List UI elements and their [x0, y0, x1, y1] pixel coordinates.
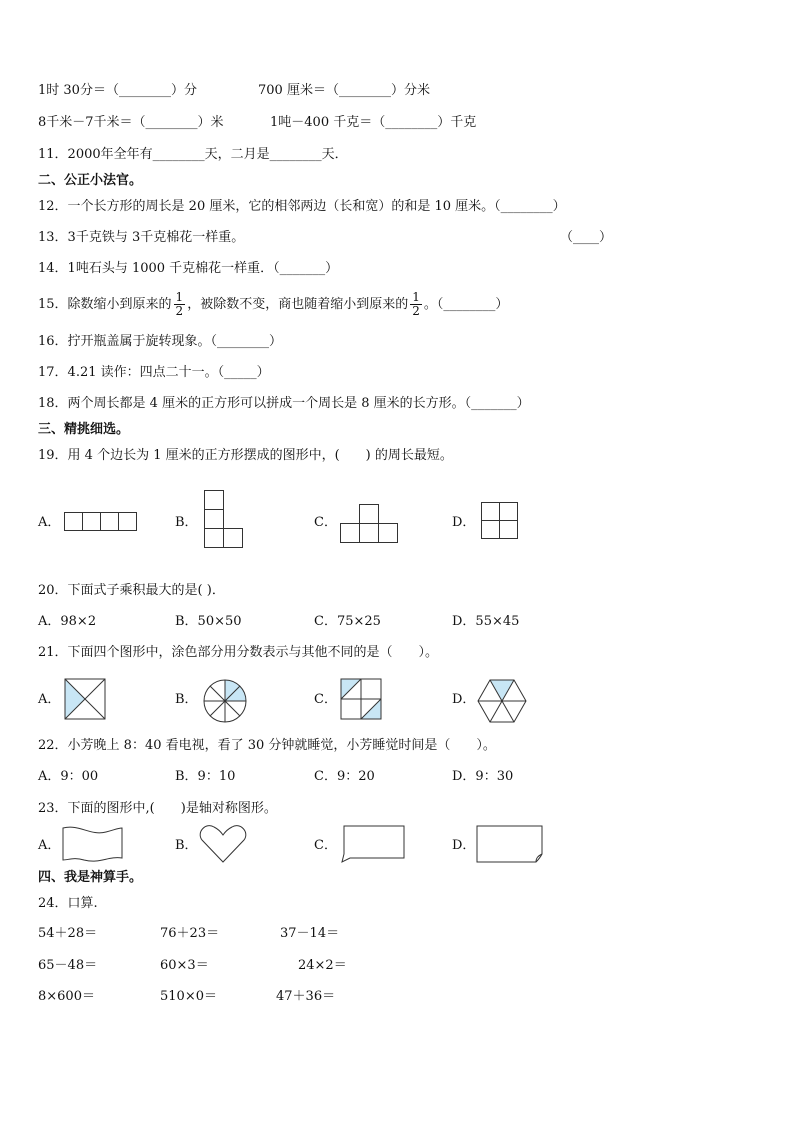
q23-option-b-label: B． [175, 838, 198, 853]
question-24: 24．口算. [38, 896, 98, 911]
q20-option-a: A．98×2 [38, 614, 97, 629]
l-shape-squares-figure [204, 490, 246, 550]
section-4-heading: 四、我是神算手。 [38, 870, 143, 885]
calc-item: 8×600＝ [38, 989, 95, 1004]
q22-option-b: B．9：10 [175, 769, 236, 784]
question-15 [38, 288, 508, 322]
fraction-half [174, 291, 186, 318]
fraction-denominator: 2 [175, 304, 184, 318]
conversion-1a: 1时 30分＝（________）分 [38, 83, 197, 98]
circle-eighths-shaded-figure [202, 678, 248, 724]
q21-option-b-label: B． [175, 692, 198, 707]
q21-option-c-label: C． [314, 692, 337, 707]
q21-option-a-label: A． [38, 692, 61, 707]
calc-item: 65－48＝ [38, 958, 98, 973]
calc-item: 76＋23＝ [160, 926, 220, 941]
t-shape-squares-figure [340, 504, 400, 546]
q19-option-a-label: A． [38, 515, 61, 530]
conversion-2a: 8千米－7千米＝（________）米 [38, 115, 224, 130]
conversion-2b: 1吨－400 千克＝（________）千克 [270, 115, 477, 130]
square-grid-2x2-figure [481, 502, 521, 542]
q21-option-d-label: D． [452, 692, 476, 707]
calc-item: 510×0＝ [160, 989, 217, 1004]
q19-option-b-label: B． [175, 515, 198, 530]
q19-option-d-label: D． [452, 515, 476, 530]
fraction-numerator-2: 1 [412, 290, 420, 304]
section-3-heading: 三、精挑细选。 [38, 422, 130, 437]
fraction-half-2 [410, 291, 422, 318]
question-11: 11．2000年全年有________天，二月是________天． [38, 147, 348, 162]
q22-option-c: C．9：20 [314, 769, 375, 784]
calc-item: 54＋28＝ [38, 926, 98, 941]
calc-item: 60×3＝ [160, 958, 209, 973]
question-12: 12．一个长方形的周长是 20 厘米，它的相邻两边（长和宽）的和是 10 厘米。（________） [38, 199, 566, 214]
wavy-flag-figure [60, 824, 126, 864]
q23-option-a-label: A． [38, 838, 61, 853]
calc-item: 37－14＝ [280, 926, 340, 941]
calc-item: 47＋36＝ [276, 989, 336, 1004]
fraction-numerator: 1 [175, 290, 184, 304]
question-20: 20．下面式子乘积最大的是( )． [38, 583, 225, 598]
hexagon-sixths-shaded-figure [476, 678, 528, 724]
square-diagonals-shaded-figure [64, 678, 108, 722]
question-14: 14．1吨石头与 1000 千克棉花一样重．（_______） [38, 261, 339, 276]
question-16: 16．拧开瓶盖属于旋转现象。（________） [38, 334, 283, 349]
question-23: 23．下面的图形中,( )是轴对称图形。 [38, 801, 277, 816]
square-quarters-shaded-figure [340, 678, 384, 722]
calc-item: 24×2＝ [298, 958, 347, 973]
curled-corner-rect-figure [474, 824, 546, 864]
question-22: 22．小芳晚上 8：40 看电视，看了 30 分钟就睡觉，小芳睡觉时间是（ ）。 [38, 738, 496, 753]
q22-option-d: D．9：30 [452, 769, 514, 784]
section-2-heading: 二、公正小法官。 [38, 173, 143, 188]
question-19: 19．用 4 个边长为 1 厘米的正方形摆成的图形中，( ) 的周长最短。 [38, 448, 453, 463]
q20-option-d: D．55×45 [452, 614, 520, 629]
question-17: 17．4.21 读作：四点二十一。（_____） [38, 365, 270, 380]
question-15-part-a: 15．除数缩小到原来的 [38, 297, 172, 312]
heart-figure [198, 824, 248, 866]
question-15-part-b: ，被除数不变，商也随着缩小到原来的 [187, 297, 409, 312]
fraction-denominator-2: 2 [412, 304, 420, 318]
q20-option-c: C．75×25 [314, 614, 381, 629]
q23-option-d-label: D． [452, 838, 476, 853]
q22-option-a: A．9：00 [38, 769, 99, 784]
q19-option-c-label: C． [314, 515, 337, 530]
question-18: 18．两个周长都是 4 厘米的正方形可以拼成一个周长是 8 厘米的长方形。（_______） [38, 396, 530, 411]
four-squares-row-figure [64, 512, 140, 534]
speech-bubble-rect-figure [338, 824, 408, 864]
question-21: 21．下面四个图形中，涂色部分用分数表示与其他不同的是（ ）。 [38, 645, 439, 660]
question-13-answer-blank: （____） [560, 230, 613, 245]
q20-option-b: B．50×50 [175, 614, 242, 629]
question-13: 13．3千克铁与 3千克棉花一样重。 [38, 230, 245, 245]
q23-option-c-label: C． [314, 838, 337, 853]
question-15-part-c: 。（________） [423, 297, 509, 312]
conversion-1b: 700 厘米＝（________）分米 [258, 83, 430, 98]
